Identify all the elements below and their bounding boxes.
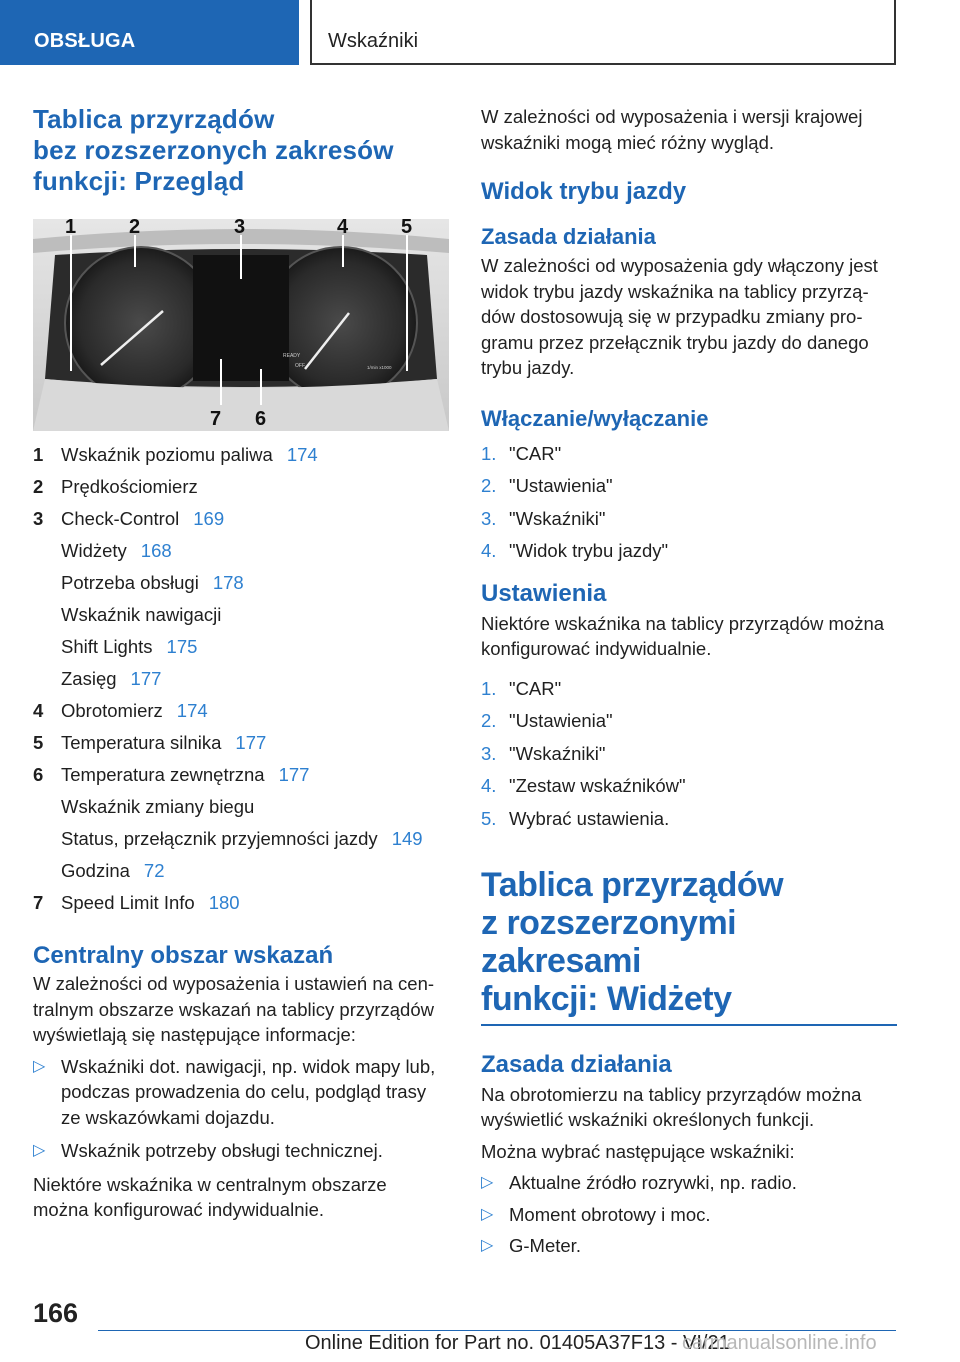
legend-text: [61, 667, 161, 691]
page-ref-link[interactable]: 149: [391, 828, 423, 849]
step-item: [481, 441, 897, 474]
settings-steps: [481, 676, 897, 839]
page-title: Wskaźniki: [328, 30, 419, 52]
legend-label: Check-Control: [61, 508, 180, 529]
callout-4: 4: [337, 219, 349, 238]
legend-row: [33, 475, 449, 507]
page-ref-link[interactable]: 169: [193, 508, 225, 529]
legend-row: [33, 891, 449, 923]
legend-label: Godzina: [61, 860, 130, 881]
legend-label: Status, przełącznik przyjemności jazdy: [61, 828, 378, 849]
gauge-off-label: OFF: [295, 363, 305, 369]
widgets-choose-text: Można wybrać następujące wskaźniki:: [481, 1140, 795, 1162]
legend-text: [61, 795, 254, 819]
legend-row: [33, 763, 449, 795]
legend-label: Temperatura silnika: [61, 732, 222, 753]
footer-edition: Online Edition for Part no. 01405A37F13 - VI/21: [305, 1332, 730, 1354]
section-label: OBSŁUGA: [34, 30, 136, 52]
text-line: można konfigurować indywidualnie.: [33, 1199, 325, 1220]
step-text: "CAR": [509, 442, 562, 464]
text-line: Moment obrotowy i moc.: [509, 1203, 711, 1225]
figure-legend: [33, 443, 449, 923]
step-text: "Ustawienia": [509, 710, 613, 731]
text-line: G-Meter.: [509, 1235, 581, 1256]
extended-heading: [481, 866, 897, 1018]
list-item: [33, 1054, 449, 1131]
footer-watermark: carmanualsonline.info: [682, 1332, 877, 1354]
legend-row: [33, 571, 449, 603]
legend-label: Wskaźnik poziomu paliwa: [61, 444, 273, 465]
legend-row: [33, 731, 449, 763]
legend-row: [33, 795, 449, 827]
legend-text: [61, 571, 244, 595]
principle-heading: Zasada działania: [481, 224, 656, 249]
legend-label: Wskaźnik nawigacji: [61, 604, 222, 625]
triangle-bullet-icon: ▷: [481, 1237, 494, 1254]
list-item: [33, 1138, 449, 1164]
central-area-bullets: [33, 1054, 449, 1164]
text-line: podczas prowadzenia do celu, podgląd trasy: [61, 1081, 427, 1102]
central-area-heading: Centralny obszar wskazań: [33, 942, 334, 969]
step-item: [481, 708, 897, 741]
step-item: [481, 741, 897, 774]
text-line: widok trybu jazdy wskaźnika na tablicy przyrzą‐: [481, 280, 869, 302]
step-item: [481, 806, 897, 839]
legend-row: [33, 507, 449, 539]
step-text: "Ustawienia": [509, 475, 613, 496]
legend-label: Shift Lights: [61, 636, 153, 657]
settings-heading: Ustawienia: [481, 579, 607, 607]
legend-row: [33, 635, 449, 667]
callout-6: 6: [255, 408, 267, 430]
left-column: [33, 104, 449, 1223]
widgets-bullets: [481, 1170, 897, 1259]
extended-heading-line-1: Tablica przyrządów: [481, 866, 784, 904]
central-area-closing: [33, 1172, 449, 1223]
step-text: "Wskaźniki": [509, 507, 606, 529]
legend-label: Potrzeba obsługi: [61, 572, 199, 593]
onoff-steps: [481, 441, 897, 571]
step-item: [481, 473, 897, 506]
list-item: [481, 1170, 897, 1196]
instrument-cluster-figure: [33, 219, 449, 431]
settings-paragraph: [481, 611, 897, 662]
page-ref-link[interactable]: 178: [212, 572, 244, 593]
step-number: 1.: [481, 677, 497, 699]
step-number: 1.: [481, 442, 497, 464]
overview-heading-line-1: Tablica przyrządów: [33, 104, 275, 134]
triangle-bullet-icon: ▷: [33, 1057, 46, 1075]
text-line: wyświetlić wskaźniki określonych funkcji.: [481, 1109, 815, 1130]
right-column: [481, 104, 897, 1265]
step-text: "CAR": [509, 677, 562, 699]
legend-row: [33, 859, 449, 891]
legend-number: 6: [33, 764, 44, 785]
triangle-bullet-icon: ▷: [33, 1142, 46, 1159]
instrument-cluster-illustration: [33, 219, 449, 431]
callout-1: 1: [65, 219, 77, 238]
intro-paragraph: [481, 104, 897, 155]
extended-heading-line-3: funkcji: Widżety: [481, 980, 732, 1018]
callout-3: 3: [234, 219, 246, 238]
extended-heading-line-2: z rozszerzonymi zakresami: [481, 904, 737, 980]
legend-text: [61, 891, 240, 915]
page-ref-link[interactable]: 168: [140, 540, 172, 561]
legend-text: [61, 763, 309, 787]
widgets-principle-heading: Zasada działania: [481, 1050, 672, 1078]
central-area-paragraph: [33, 971, 449, 1048]
legend-text: [61, 539, 172, 563]
legend-number: 1: [33, 444, 44, 465]
callout-7: 7: [210, 408, 222, 430]
step-number: 2.: [481, 710, 497, 731]
list-item: [481, 1233, 897, 1259]
legend-row: [33, 699, 449, 731]
legend-label: Widżety: [61, 540, 127, 561]
step-text: Wybrać ustawienia.: [509, 807, 670, 829]
step-number: 4.: [481, 775, 497, 796]
text-line: W zależności od wyposażenia i ustawień na cen‐: [33, 973, 435, 994]
text-line: tralnym obszarze wskazań na tablicy przyrządów: [33, 998, 434, 1020]
step-item: [481, 538, 897, 571]
legend-text: [61, 603, 221, 627]
widgets-paragraph: [481, 1082, 897, 1133]
legend-text: [61, 443, 318, 467]
overview-heading-line-2: bez rozszerzonych zakresów: [33, 135, 394, 165]
text-line: wyświetlają się następujące informacje:: [33, 1024, 356, 1045]
step-item: [481, 676, 897, 709]
text-line: wskaźniki mogą mieć różny wygląd.: [481, 131, 775, 153]
page-ref-link[interactable]: 174: [286, 444, 318, 465]
step-number: 4.: [481, 540, 497, 561]
page-header: [310, 0, 896, 65]
principle-paragraph: [481, 253, 897, 381]
step-number: 2.: [481, 475, 497, 496]
legend-label: Speed Limit Info: [61, 892, 195, 913]
section-tab: [0, 0, 299, 65]
step-item: [481, 773, 897, 806]
page-ref-link[interactable]: 177: [278, 764, 310, 785]
legend-row: [33, 603, 449, 635]
callout-5: 5: [401, 219, 413, 238]
page-ref-link[interactable]: 177: [130, 668, 162, 689]
legend-number: 7: [33, 892, 44, 913]
legend-label: Obrotomierz: [61, 700, 163, 721]
page-ref-link[interactable]: 180: [208, 892, 240, 913]
text-line: W zależności od wyposażenia gdy włączony jest: [481, 255, 878, 276]
gauge-rpm-label: 1/min x1000: [367, 365, 392, 370]
legend-label: Zasięg: [61, 668, 117, 689]
text-line: Wskaźniki dot. nawigacji, np. widok mapy lub,: [61, 1055, 436, 1077]
text-line: W zależności od wyposażenia i wersji krajowej: [481, 106, 863, 127]
legend-row: [33, 443, 449, 475]
legend-number: 2: [33, 476, 44, 497]
step-text: "Widok trybu jazdy": [509, 540, 669, 561]
text-line: gramu przez przełącznik trybu jazdy do danego: [481, 331, 869, 353]
legend-text: [61, 475, 198, 499]
step-number: 3.: [481, 742, 497, 764]
page-ref-link[interactable]: 177: [235, 732, 267, 753]
legend-label: Temperatura zewnętrzna: [61, 764, 265, 785]
gauge-ready-label: READY: [283, 353, 301, 359]
text-line: trybu jazdy.: [481, 357, 575, 378]
text-line: konfigurować indywidualnie.: [481, 638, 712, 659]
overview-heading: [33, 104, 449, 197]
legend-label: Wskaźnik zmiany biegu: [61, 796, 255, 817]
text-line: Niektóre wskaźnika w centralnym obszarze: [33, 1173, 387, 1195]
legend-row: [33, 539, 449, 571]
page-number: 166: [33, 1298, 79, 1328]
legend-row: [33, 667, 449, 699]
step-number: 3.: [481, 507, 497, 529]
legend-number: 4: [33, 700, 44, 721]
text-line: Aktualne źródło rozrywki, np. radio.: [509, 1172, 797, 1193]
callout-2: 2: [129, 219, 141, 238]
legend-row: [33, 827, 449, 859]
text-line: Na obrotomierzu na tablicy przyrządów można: [481, 1083, 862, 1105]
onoff-heading: Włączanie/wyłączanie: [481, 405, 709, 431]
legend-text: [61, 635, 197, 659]
overview-heading-line-3: funkcji: Przegląd: [33, 166, 245, 196]
legend-text: [61, 859, 164, 883]
legend-text: [61, 699, 208, 723]
page-ref-link[interactable]: 174: [176, 700, 208, 721]
legend-number: 3: [33, 508, 44, 529]
triangle-bullet-icon: ▷: [481, 1174, 494, 1191]
step-text: "Zestaw wskaźników": [509, 775, 686, 796]
page-ref-link[interactable]: 72: [143, 860, 165, 881]
heading-rule: [481, 1024, 897, 1026]
step-number: 5.: [481, 807, 497, 829]
legend-number: 5: [33, 732, 44, 753]
step-text: "Wskaźniki": [509, 742, 606, 764]
text-line: dów dostosowują się w przypadku zmiany pro‐: [481, 306, 863, 327]
legend-label: Prędkościomierz: [61, 476, 198, 497]
page-ref-link[interactable]: 175: [166, 636, 198, 657]
text-line: Wskaźnik potrzeby obsługi technicznej.: [61, 1140, 383, 1161]
driving-mode-heading: Widok trybu jazdy: [481, 178, 687, 205]
text-line: ze wskazówkami dojazdu.: [61, 1106, 275, 1128]
legend-text: [61, 827, 423, 851]
list-item: [481, 1202, 897, 1228]
triangle-bullet-icon: ▷: [481, 1205, 494, 1223]
legend-text: [61, 731, 266, 755]
text-line: Niektóre wskaźnika na tablicy przyrządów można: [481, 612, 885, 634]
legend-text: [61, 507, 224, 531]
step-item: [481, 506, 897, 539]
footer-rule: [98, 1330, 896, 1331]
